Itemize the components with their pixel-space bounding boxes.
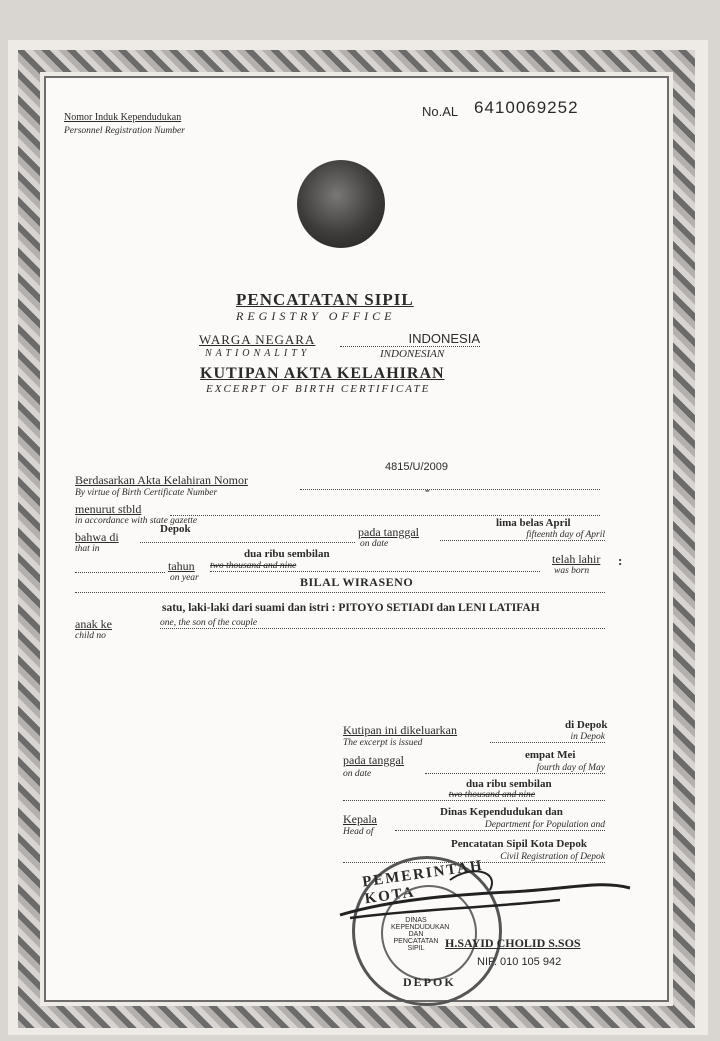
head-label: Kepala [343,812,377,826]
department-line-2-en: Civil Registration of Depok [343,852,605,863]
date-label: pada tanggal [358,525,419,539]
birth-year: dua ribu sembilan [244,548,330,560]
bahwa-label-en: that in [75,544,100,554]
issue-date-label: pada tanggal [343,753,404,767]
date-label-en: on date [360,539,389,549]
stbld-label: menurut stbld [75,502,142,516]
cert-number-dash: - [425,483,430,498]
issued-place: di Depok [565,719,608,731]
child-parents: satu, laki-laki dari suami dan istri : PITOYO SETIADI dan LENI LATIFAH [162,602,540,614]
birth-place: Depok [160,523,191,535]
issued-label-en: The excerpt is issued [343,738,423,748]
name-line [75,590,605,593]
signer-nip: NIP. 010 105 942 [477,956,562,968]
year-line-left [75,570,165,573]
bahwa-label: bahwa di [75,530,119,544]
nik-label: Nomor Induk Kependudukan [64,112,182,123]
cert-number-label: Berdasarkan Akta Kelahiran Nomor [75,473,248,487]
document-title-en: EXCERPT OF BIRTH CERTIFICATE [206,383,431,395]
nik-label-en: Personnel Registration Number [64,126,185,136]
child-parents-en: one, the son of the couple [160,618,605,629]
cert-number-label-en: By virtue of Birth Certificate Number [75,488,218,498]
department-line-1-en: Department for Population and [395,820,605,831]
signature-scrawl [330,860,640,930]
born-label: telah lahir [552,552,601,566]
nationality-label-en: NATIONALITY [205,348,311,359]
cert-number-line [300,479,600,490]
signer-name: H.SAYID CHOLID S.SOS [445,936,581,950]
cert-number-value: 4815/U/2009 [385,461,448,473]
office-title-en: REGISTRY OFFICE [236,309,396,323]
birth-date-en: fifteenth day of April [440,530,605,541]
national-emblem-icon [297,160,385,248]
registration-number: 6410069252 [474,98,579,117]
office-title: PENCATATAN SIPIL [236,290,414,309]
issue-year-en: two thousand and nine [343,790,605,801]
document-title: KUTIPAN AKTA KELAHIRAN [200,365,445,382]
nationality-value-en: INDONESIAN [380,348,445,360]
nationality-label: WARGA NEGARA [199,332,316,347]
issue-date: empat Mei [525,749,576,761]
issue-date-en: fourth day of May [425,763,605,774]
birth-year-en: two thousand and nine [210,561,540,572]
year-label: tahun [168,559,195,573]
stbld-label-en: in accordance with state gazette [75,516,198,526]
nationality-value: INDONESIA [340,331,480,347]
department-line-2: Pencatatan Sipil Kota Depok [451,838,587,850]
child-order-label: anak ke [75,617,112,631]
stbld-line [170,505,600,516]
registration-prefix: No.AL [422,104,459,119]
seal-bottom-text: DEPOK [403,975,456,989]
born-label-en: was born [554,566,590,576]
birth-date: lima belas April [496,517,571,529]
issued-label: Kutipan ini dikeluarkan [343,723,457,737]
seal-top-text: PEMERINTAH KOTA [361,857,485,908]
year-label-en: on year [170,573,199,583]
born-colon: : [618,553,623,568]
issue-date-label-en: on date [343,769,372,779]
child-name: BILAL WIRASENO [300,575,414,589]
issued-place-en: in Depok [490,732,605,743]
place-line [140,532,355,543]
head-label-en: Head of [343,827,374,837]
seal-center-text: DINAS KEPENDUDUKAN DAN PENCATATAN SIPIL [391,917,450,952]
issue-year: dua ribu sembilan [466,778,552,790]
child-order-label-en: child no [75,631,106,641]
department-line-1: Dinas Kependudukan dan [440,806,563,818]
